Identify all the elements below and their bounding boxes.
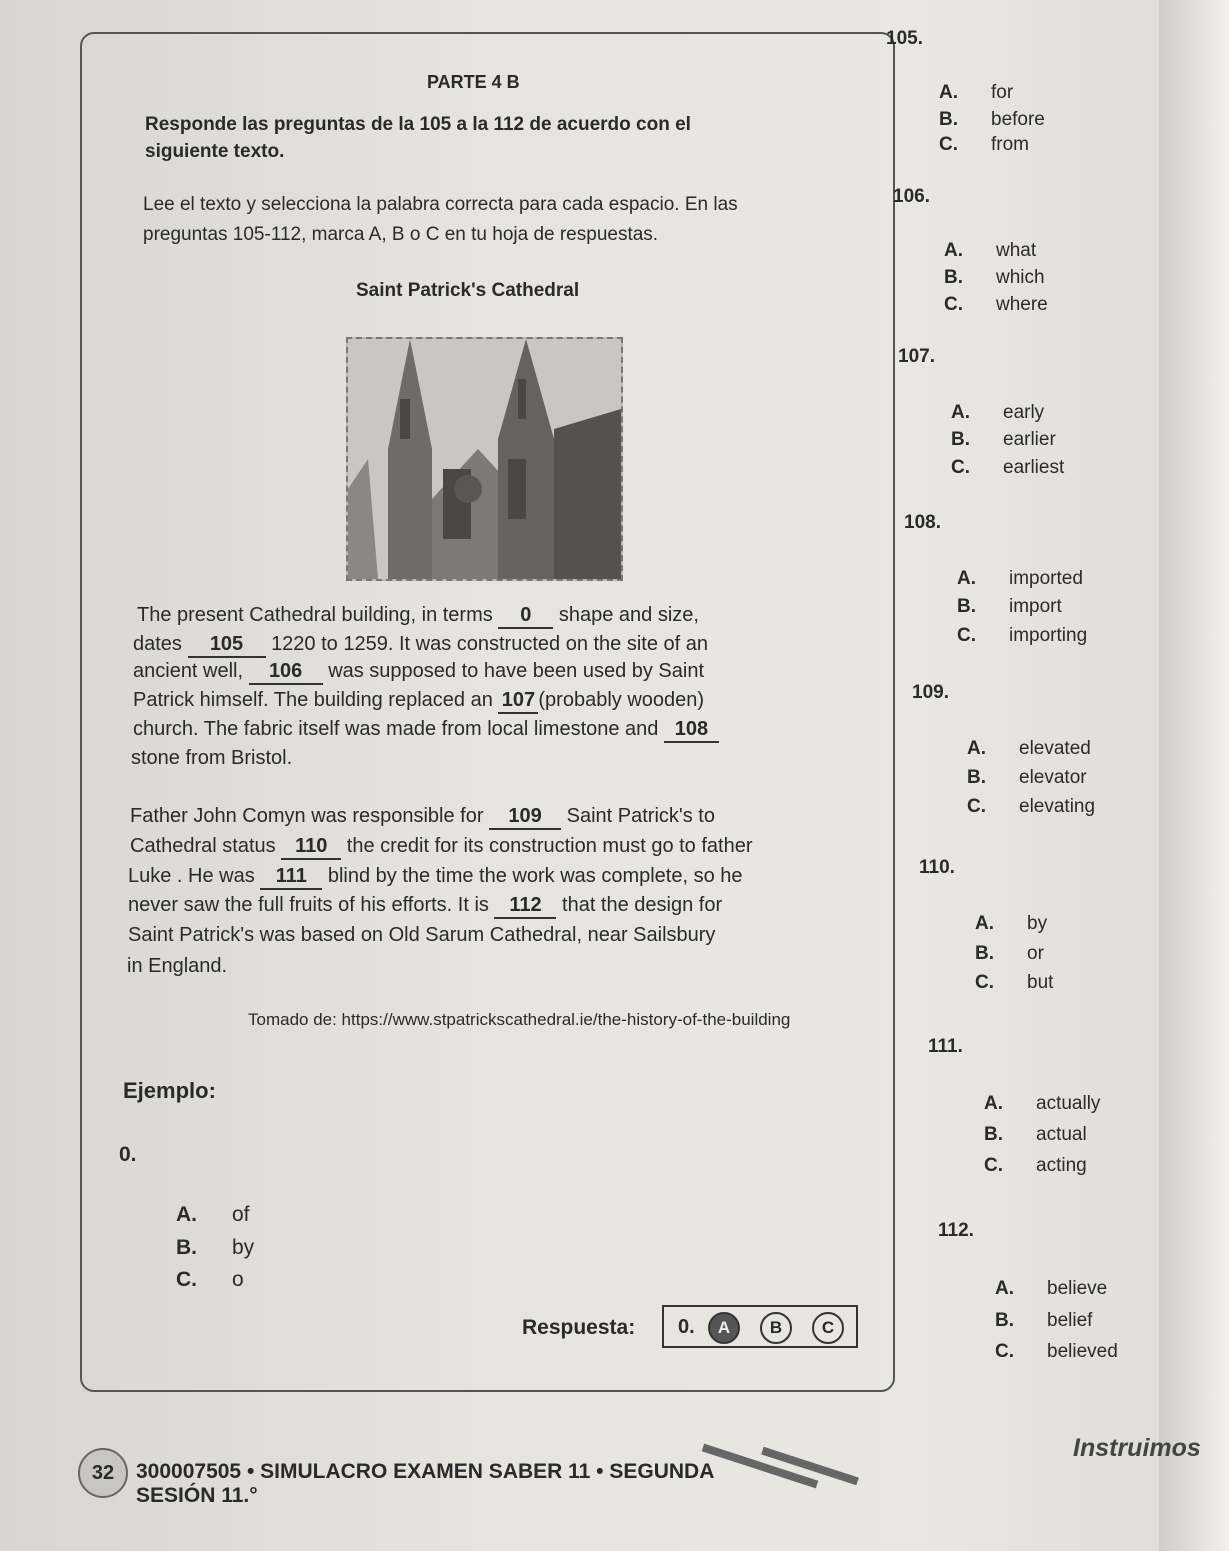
passage-line-8: Cathedral status 110 the credit for its construction must go to father bbox=[130, 835, 753, 860]
blank-109: 109 bbox=[489, 805, 561, 830]
passage-line-3: ancient well, 106 was supposed to have been used by Saint bbox=[133, 660, 704, 685]
question-110-option-c[interactable]: C. but bbox=[975, 972, 1054, 993]
question-107-number: 107. bbox=[898, 346, 935, 367]
page-footer bbox=[78, 1448, 778, 1507]
passage-line-5: church. The fabric itself was made from local limestone and 108 bbox=[133, 718, 719, 743]
question-112-option-b[interactable]: B. belief bbox=[995, 1310, 1093, 1331]
answer-box bbox=[662, 1305, 858, 1348]
example-option-c: C. o bbox=[176, 1268, 244, 1291]
question-108-number: 108. bbox=[904, 512, 941, 533]
question-109-option-c[interactable]: C. elevating bbox=[967, 796, 1096, 817]
page-edge bbox=[1159, 0, 1229, 1551]
question-109-option-a[interactable]: A. elevated bbox=[967, 738, 1091, 759]
footer-text: 300007505 • SIMULACRO EXAMEN SABER 11 • SEGUNDA SESIÓN 11.° bbox=[136, 1460, 714, 1507]
question-112-option-a[interactable]: A. believe bbox=[995, 1278, 1108, 1299]
question-112-option-c[interactable]: C. believed bbox=[995, 1341, 1118, 1362]
question-110-option-a[interactable]: A. by bbox=[975, 913, 1048, 934]
passage-line-1: The present Cathedral building, in terms 0 shape and size, bbox=[137, 604, 699, 629]
question-107-option-a[interactable]: A. early bbox=[951, 402, 1045, 423]
example-heading: Ejemplo: bbox=[123, 1078, 216, 1103]
question-105-option-c[interactable]: C. from bbox=[939, 134, 1029, 155]
blank-111: 111 bbox=[260, 865, 322, 890]
answer-number: 0. bbox=[678, 1316, 695, 1338]
page-number: 32 bbox=[78, 1448, 128, 1498]
question-108-option-c[interactable]: C. importing bbox=[957, 625, 1088, 646]
question-106-option-c[interactable]: C. where bbox=[944, 294, 1048, 315]
passage-line-11: Saint Patrick's was based on Old Sarum Cathedral, near Sailsbury bbox=[128, 924, 716, 946]
instruction-line-2: siguiente texto. bbox=[145, 141, 285, 162]
blank-112: 112 bbox=[494, 894, 556, 919]
blank-0: 0 bbox=[498, 604, 553, 629]
question-107-option-c[interactable]: C. earliest bbox=[951, 457, 1065, 478]
directions-line-1: Lee el texto y selecciona la palabra correcta para cada espacio. En las bbox=[143, 194, 738, 215]
example-option-b: B. by bbox=[176, 1236, 255, 1259]
bubble-a[interactable]: A bbox=[708, 1312, 740, 1344]
passage-line-7: Father John Comyn was responsible for 109 Saint Patrick's to bbox=[130, 805, 715, 830]
bubble-b[interactable]: B bbox=[760, 1312, 792, 1344]
blank-105: 105 bbox=[188, 633, 266, 658]
question-109-number: 109. bbox=[912, 682, 949, 703]
blank-107: 107 bbox=[498, 689, 538, 714]
blank-108: 108 bbox=[664, 718, 719, 743]
question-111-option-b[interactable]: B. actual bbox=[984, 1124, 1087, 1145]
blank-110: 110 bbox=[281, 835, 341, 860]
question-108-option-b[interactable]: B. import bbox=[957, 596, 1062, 617]
question-106-option-a[interactable]: A. what bbox=[944, 240, 1037, 261]
directions-line-2: preguntas 105-112, marca A, B o C en tu hoja de respuestas. bbox=[143, 224, 659, 245]
question-107-option-b[interactable]: B. earlier bbox=[951, 429, 1056, 450]
question-111-option-c[interactable]: C. acting bbox=[984, 1155, 1087, 1176]
question-110-number: 110. bbox=[919, 857, 955, 878]
bubble-c[interactable]: C bbox=[812, 1312, 844, 1344]
question-105-number: 105. bbox=[886, 28, 923, 49]
instruction-line-1: Responde las preguntas de la 105 a la 112 de acuerdo con el bbox=[145, 114, 691, 135]
passage-line-2: dates 105 1220 to 1259. It was constructed on the site of an bbox=[133, 633, 708, 658]
answer-label: Respuesta: bbox=[522, 1316, 636, 1339]
source-citation: Tomado de: https://www.stpatrickscathedral.ie/the-history-of-the-building bbox=[248, 1010, 791, 1029]
question-105-option-a[interactable]: A. for bbox=[939, 82, 1014, 103]
question-110-option-b[interactable]: B. or bbox=[975, 943, 1044, 964]
passage-line-9: Luke . He was 111 blind by the time the work was complete, so he bbox=[128, 865, 743, 890]
blank-106: 106 bbox=[249, 660, 323, 685]
passage-line-10: never saw the full fruits of his efforts. It is 112 that the design for bbox=[128, 894, 722, 919]
question-111-number: 111. bbox=[928, 1036, 963, 1057]
question-105-option-b[interactable]: B. before bbox=[939, 109, 1045, 130]
passage-line-4: Patrick himself. The building replaced an 107 (probably wooden) bbox=[133, 689, 704, 714]
publisher-logo: Instruimos bbox=[1073, 1434, 1201, 1462]
question-106-option-b[interactable]: B. which bbox=[944, 267, 1045, 288]
question-106-number: 106. bbox=[893, 186, 930, 207]
cathedral-photo bbox=[346, 337, 623, 581]
question-108-option-a[interactable]: A. imported bbox=[957, 568, 1083, 589]
question-112-number: 112. bbox=[938, 1220, 974, 1241]
passage-line-6: stone from Bristol. bbox=[131, 747, 293, 769]
passage-title: Saint Patrick's Cathedral bbox=[356, 280, 580, 301]
question-109-option-b[interactable]: B. elevator bbox=[967, 767, 1087, 788]
question-111-option-a[interactable]: A. actually bbox=[984, 1093, 1101, 1114]
example-number: 0. bbox=[119, 1143, 137, 1166]
section-title: PARTE 4 B bbox=[427, 72, 520, 92]
passage-line-12: in England. bbox=[127, 955, 228, 977]
example-option-a: A. of bbox=[176, 1203, 250, 1226]
